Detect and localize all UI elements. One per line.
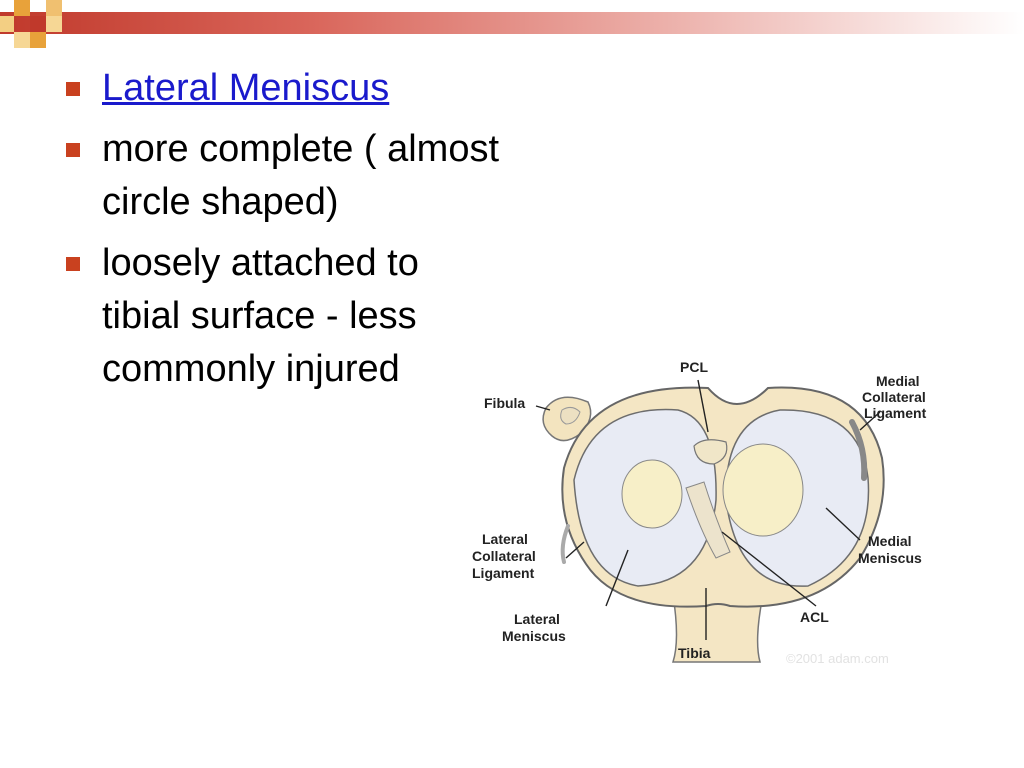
header-gradient-bar	[0, 12, 1024, 34]
medial-meniscus-label-1: Medial	[868, 533, 912, 549]
medial-meniscus-label-2: Meniscus	[858, 550, 922, 566]
header-square	[30, 16, 46, 32]
bullet-square-icon	[66, 257, 80, 271]
header-square	[46, 0, 62, 16]
lateral-meniscus-link[interactable]: Lateral Meniscus	[102, 67, 390, 109]
header-square	[14, 32, 30, 48]
header-square	[46, 16, 62, 32]
bullet-item	[64, 62, 542, 115]
knee-meniscus-diagram	[468, 350, 1008, 680]
medial-collateral-label-1: Medial	[876, 373, 920, 389]
bullet-square-icon	[66, 143, 80, 157]
acl-label: ACL	[800, 609, 829, 625]
header-square	[0, 16, 14, 32]
medial-collateral-label-3: Ligament	[864, 405, 927, 421]
fibula-label: Fibula	[484, 395, 526, 411]
medial-collateral-label-2: Collateral	[862, 389, 926, 405]
pcl-label: PCL	[680, 359, 708, 375]
tibia-label: Tibia	[678, 645, 711, 661]
bullet-square-icon	[66, 82, 80, 96]
lateral-articular-surface	[622, 460, 682, 528]
bullet-text: more complete ( almost circle shaped)	[102, 128, 500, 223]
lateral-meniscus-label-2: Meniscus	[502, 628, 566, 644]
copyright-watermark: ©2001 adam.com	[786, 651, 889, 666]
lateral-collateral-label-3: Ligament	[472, 565, 535, 581]
lateral-meniscus-label-1: Lateral	[514, 611, 560, 627]
header-square	[14, 0, 30, 16]
lateral-collateral-label-1: Lateral	[482, 531, 528, 547]
lateral-collateral-label-2: Collateral	[472, 548, 536, 564]
bullet-item	[64, 123, 542, 229]
medial-articular-surface	[723, 444, 803, 536]
bullet-text: loosely attached to tibial surface - less commonly injured	[102, 242, 419, 390]
header-square	[30, 32, 46, 48]
